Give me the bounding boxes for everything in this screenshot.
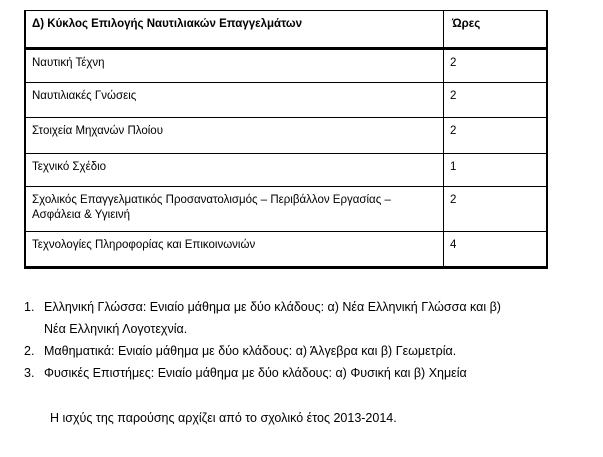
hours-cell: 2	[444, 118, 548, 154]
header-subject: Δ) Κύκλος Επιλογής Ναυτιλιακών Επαγγελμάτων	[25, 11, 444, 49]
table-header-row	[25, 11, 547, 49]
note-item	[24, 340, 574, 362]
table-row	[25, 187, 547, 232]
hours-cell: 4	[444, 232, 548, 268]
note-text	[44, 296, 574, 340]
subject-line: Ασφάλεια & Υγιεινή	[32, 209, 131, 221]
header-hours: Ώρες	[444, 11, 548, 49]
note-text: Μαθηματικά: Ενιαίο μάθημα με δύο κλάδους: α) Άλγεβρα και β) Γεωμετρία.	[44, 344, 457, 358]
effective-date-note: Η ισχύς της παρούσης αρχίζει από το σχολικό έτος 2013-2014.	[50, 411, 397, 425]
table-row	[25, 154, 547, 187]
subject-cell: Τεχνολογίες Πληροφορίας και Επικοινωνιών	[25, 232, 444, 268]
note-item	[24, 296, 574, 340]
table-row	[25, 83, 547, 118]
subject-cell: Ναυτική Τέχνη	[25, 49, 444, 83]
hours-cell: 2	[444, 49, 548, 83]
note-number: 3.	[24, 366, 35, 380]
subject-cell: Τεχνικό Σχέδιο	[25, 154, 444, 187]
hours-cell: 1	[444, 154, 548, 187]
table-row	[25, 118, 547, 154]
subject-line: Σχολικός Επαγγελματικός Προσανατολισμός – Περιβάλλον Εργασίας –	[32, 194, 391, 206]
note-line: Ελληνική Γλώσσα: Ενιαίο μάθημα με δύο κλάδους: α) Νέα Ελληνική Γλώσσα και β)	[44, 300, 501, 314]
note-number: 2.	[24, 344, 35, 358]
subjects-table	[24, 10, 548, 269]
subject-cell: Στοιχεία Μηχανών Πλοίου	[25, 118, 444, 154]
notes-list	[24, 296, 574, 384]
note-item	[24, 362, 574, 384]
table-row	[25, 49, 547, 83]
note-line: Νέα Ελληνική Λογοτεχνία.	[44, 322, 188, 336]
note-text: Φυσικές Επιστήμες: Ενιαίο μάθημα με δύο κλάδους: α) Φυσική και β) Χημεία	[44, 366, 467, 380]
hours-cell: 2	[444, 187, 548, 232]
table-row	[25, 232, 547, 268]
hours-cell: 2	[444, 83, 548, 118]
subject-cell	[25, 187, 444, 232]
subject-cell: Ναυτιλιακές Γνώσεις	[25, 83, 444, 118]
note-number: 1.	[24, 300, 35, 314]
